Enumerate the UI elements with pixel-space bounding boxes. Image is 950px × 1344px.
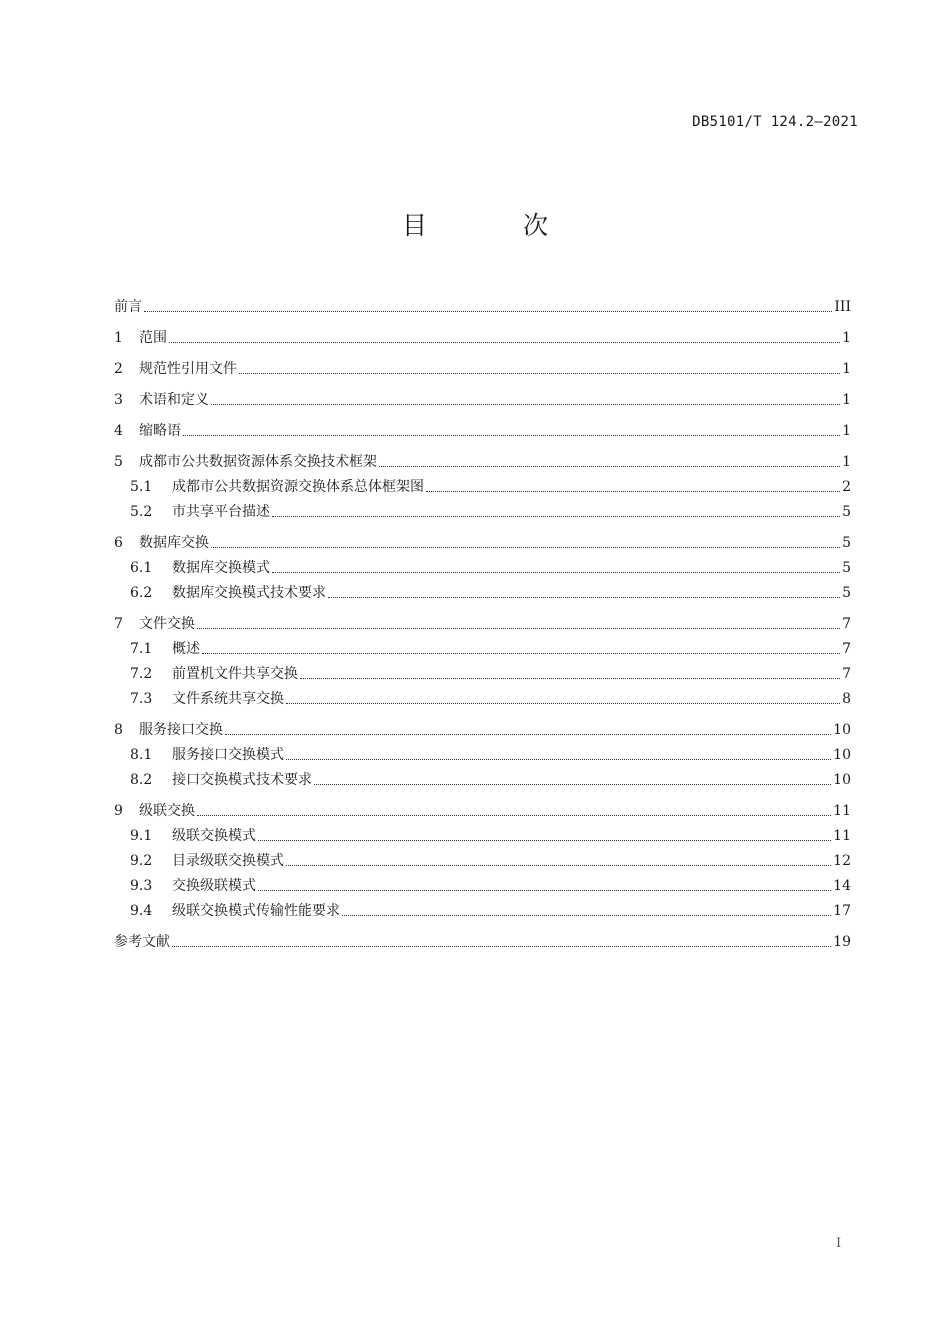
toc-dot-leader	[197, 815, 831, 816]
document-code: DB5101/T 124.2—2021	[692, 114, 858, 130]
toc-entry-label: 参考文献	[114, 934, 170, 950]
toc-entry-label: 成都市公共数据资源体系交换技术框架	[139, 454, 377, 470]
toc-entry[interactable]	[114, 286, 851, 317]
toc-dot-leader	[169, 342, 840, 343]
toc-entry[interactable]	[114, 348, 851, 379]
toc-entry-label: 概述	[172, 641, 200, 657]
toc-entry-page: 1	[842, 330, 851, 346]
toc-entry[interactable]	[114, 659, 851, 684]
toc-entry-page: 5	[842, 535, 851, 551]
toc-dot-leader	[286, 703, 840, 704]
toc-entry[interactable]	[114, 497, 851, 522]
toc-entry-page: 7	[842, 666, 851, 682]
toc-entry-page: 8	[842, 691, 851, 707]
toc-entry-label: 前言	[114, 299, 142, 315]
toc-entry[interactable]	[114, 379, 851, 410]
toc-entry[interactable]	[114, 634, 851, 659]
toc-dot-leader	[426, 491, 840, 492]
toc-entry-page: 1	[842, 392, 851, 408]
toc-entry-number: 6.1	[130, 560, 153, 576]
toc-entry-number: 3	[114, 392, 123, 408]
toc-dot-leader	[342, 915, 831, 916]
toc-entry-page: 5	[842, 504, 851, 520]
toc-entry-page: 17	[833, 903, 851, 919]
toc-entry-label: 服务接口交换模式	[172, 747, 284, 763]
toc-entry-page: 5	[842, 585, 851, 601]
toc-dot-leader	[328, 597, 840, 598]
toc-entry-number: 8.1	[130, 747, 153, 763]
toc-entry-label: 服务接口交换	[139, 722, 223, 738]
toc-entry-number: 9.3	[130, 878, 153, 894]
toc-entry-page: 1	[842, 423, 851, 439]
toc-entry-number: 9.4	[130, 903, 153, 919]
toc-entry-number: 1	[114, 330, 123, 346]
toc-entry-label: 缩略语	[139, 423, 181, 439]
toc-entry[interactable]	[114, 522, 851, 553]
toc-entry-page: 2	[842, 479, 851, 495]
page-number: I	[836, 1236, 842, 1251]
toc-dot-leader	[286, 865, 831, 866]
toc-entry-number: 5.1	[130, 479, 153, 495]
toc-entry[interactable]	[114, 578, 851, 603]
table-of-contents	[114, 286, 851, 952]
toc-dot-leader	[172, 946, 831, 947]
toc-entry-number: 5	[114, 454, 123, 470]
toc-dot-leader	[258, 890, 831, 891]
toc-entry[interactable]	[114, 765, 851, 790]
toc-entry-number: 9.2	[130, 853, 153, 869]
toc-entry-label: 文件系统共享交换	[172, 691, 284, 707]
toc-entry-label: 文件交换	[139, 616, 195, 632]
toc-dot-leader	[272, 572, 840, 573]
toc-entry-page: 14	[833, 878, 851, 894]
toc-dot-leader	[379, 466, 840, 467]
toc-entry-label: 级联交换模式传输性能要求	[172, 903, 340, 919]
toc-entry-label: 级联交换	[139, 803, 195, 819]
toc-entry-label: 规范性引用文件	[139, 361, 237, 377]
toc-dot-leader	[272, 516, 840, 517]
toc-entry-page: 11	[833, 828, 851, 844]
page-title: 目 次	[402, 211, 592, 240]
toc-entry[interactable]	[114, 472, 851, 497]
toc-entry-page: 7	[842, 616, 851, 632]
toc-dot-leader	[239, 373, 840, 374]
toc-entry[interactable]	[114, 921, 851, 952]
toc-entry-page: III	[834, 299, 851, 315]
toc-entry-page: 5	[842, 560, 851, 576]
toc-entry-number: 5.2	[130, 504, 153, 520]
toc-entry-number: 9.1	[130, 828, 153, 844]
toc-dot-leader	[211, 404, 840, 405]
toc-entry-label: 级联交换模式	[172, 828, 256, 844]
toc-entry-label: 数据库交换	[139, 535, 209, 551]
toc-entry-page: 1	[842, 454, 851, 470]
toc-dot-leader	[197, 628, 840, 629]
toc-entry-label: 交换级联模式	[172, 878, 256, 894]
toc-entry-label: 术语和定义	[139, 392, 209, 408]
toc-entry[interactable]	[114, 821, 851, 846]
toc-dot-leader	[258, 840, 831, 841]
toc-entry-number: 4	[114, 423, 123, 439]
toc-entry-number: 7.2	[130, 666, 153, 682]
toc-entry-label: 接口交换模式技术要求	[172, 772, 312, 788]
toc-entry-label: 数据库交换模式	[172, 560, 270, 576]
toc-entry-page: 7	[842, 641, 851, 657]
toc-entry-number: 7.1	[130, 641, 153, 657]
toc-entry-label: 范围	[139, 330, 167, 346]
toc-entry[interactable]	[114, 790, 851, 821]
toc-entry-number: 8	[114, 722, 123, 738]
toc-entry[interactable]	[114, 441, 851, 472]
toc-entry-page: 12	[833, 853, 851, 869]
toc-entry-page: 19	[833, 934, 851, 950]
toc-entry-number: 8.2	[130, 772, 153, 788]
toc-entry-page: 10	[833, 772, 851, 788]
toc-entry-label: 成都市公共数据资源交换体系总体框架图	[172, 479, 424, 495]
toc-dot-leader	[211, 547, 840, 548]
toc-entry[interactable]	[114, 709, 851, 740]
toc-entry[interactable]	[114, 896, 851, 921]
toc-entry-number: 2	[114, 361, 123, 377]
toc-entry[interactable]	[114, 317, 851, 348]
toc-entry[interactable]	[114, 410, 851, 441]
toc-dot-leader	[225, 734, 831, 735]
toc-entry[interactable]	[114, 684, 851, 709]
toc-dot-leader	[286, 759, 831, 760]
toc-dot-leader	[202, 653, 840, 654]
toc-dot-leader	[183, 435, 840, 436]
toc-entry-number: 6.2	[130, 585, 153, 601]
toc-entry[interactable]	[114, 740, 851, 765]
toc-entry[interactable]	[114, 846, 851, 871]
toc-entry[interactable]	[114, 603, 851, 634]
toc-dot-leader	[314, 784, 831, 785]
toc-entry-label: 数据库交换模式技术要求	[172, 585, 326, 601]
toc-entry-number: 6	[114, 535, 123, 551]
toc-entry[interactable]	[114, 553, 851, 578]
toc-entry[interactable]	[114, 871, 851, 896]
toc-entry-page: 10	[833, 722, 851, 738]
toc-entry-page: 10	[833, 747, 851, 763]
toc-entry-number: 7.3	[130, 691, 153, 707]
toc-entry-number: 9	[114, 803, 123, 819]
toc-entry-label: 市共享平台描述	[172, 504, 270, 520]
toc-entry-page: 1	[842, 361, 851, 377]
toc-entry-number: 7	[114, 616, 123, 632]
toc-dot-leader	[300, 678, 840, 679]
toc-dot-leader	[144, 311, 832, 312]
toc-entry-label: 前置机文件共享交换	[172, 666, 298, 682]
toc-entry-label: 目录级联交换模式	[172, 853, 284, 869]
toc-entry-page: 11	[833, 803, 851, 819]
